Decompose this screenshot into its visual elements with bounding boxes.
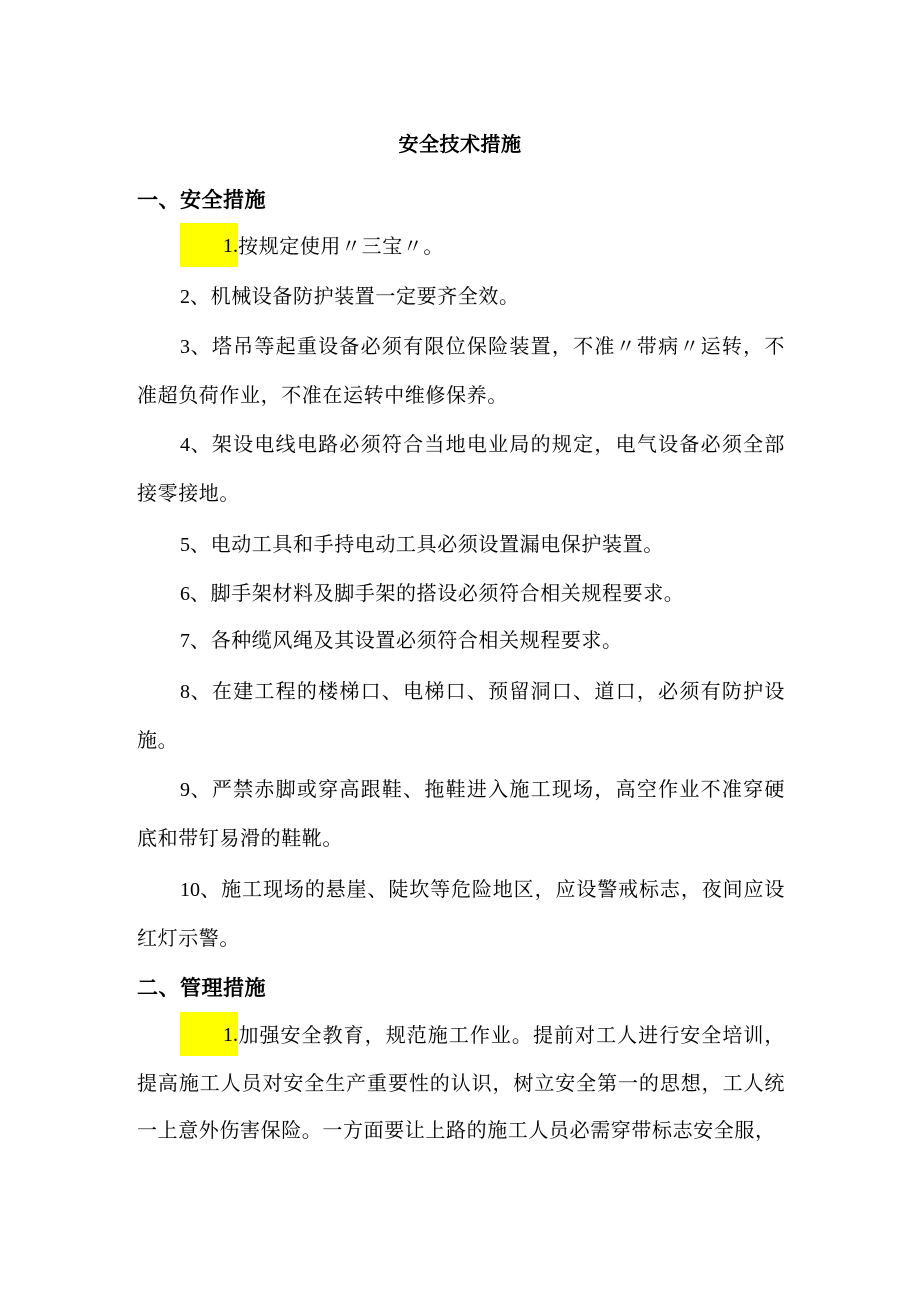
list-item (137, 570, 785, 619)
item-text: 、脚手架材料及脚手架的搭设必须符合相关规程要求。 (190, 581, 685, 605)
item-text: 、机械设备防护装置一定要齐全效。 (190, 284, 520, 308)
list-item (137, 866, 785, 962)
list-item (137, 273, 785, 322)
section-heading-management-measures: 二、管理措施 (137, 976, 266, 1000)
item-number: 1. (180, 1012, 238, 1056)
list-item (137, 617, 785, 666)
list-item (137, 323, 785, 419)
item-text: 、各种缆风绳及其设置必须符合相关规程要求。 (190, 628, 623, 652)
item-number: 10 (180, 879, 200, 901)
item-number: 6 (180, 583, 190, 605)
item-number: 3 (180, 336, 190, 358)
item-text: 、严禁赤脚或穿高跟鞋、拖鞋进入施工现场，高空作业不准穿硬底和带钉易滑的鞋靴。 (137, 777, 785, 850)
item-number: 4 (180, 434, 190, 456)
item-text: 、电动工具和手持电动工具必须设置漏电保护装置。 (190, 532, 664, 556)
list-item (137, 1012, 785, 1155)
item-number: 2 (180, 286, 190, 308)
page-title: 安全技术措施 (398, 132, 522, 156)
item-text: 、塔吊等起重设备必须有限位保险装置，不准〃带病〃运转，不准超负荷作业，不准在运转中维修保养。 (137, 334, 785, 407)
item-text: 加强安全教育，规范施工作业。提前对工人进行安全培训，提高施工人员对安全生产重要性的认识，树立安全第一的思想，工人统一上意外伤害保险。一方面要让上路的施工人员必需穿带标志安全服， (137, 1023, 785, 1142)
list-item (137, 668, 785, 764)
item-text: 、施工现场的悬崖、陡坎等危险地区，应设警戒标志，夜间应设红灯示警。 (137, 877, 785, 950)
list-item (137, 421, 785, 517)
item-number: 8 (180, 681, 190, 703)
item-number: 7 (180, 630, 190, 652)
item-number: 9 (180, 779, 190, 801)
item-text: 、在建工程的楼梯口、电梯口、预留洞口、道口，必须有防护设施。 (137, 679, 785, 752)
item-text: 、架设电线电路必须符合当地电业局的规定，电气设备必须全部接零接地。 (137, 432, 785, 505)
section-heading-safety-measures: 一、安全措施 (137, 188, 266, 212)
item-number: 5 (180, 534, 190, 556)
list-item (137, 766, 785, 862)
item-text: 按规定使用〃三宝〃。 (238, 234, 444, 258)
list-item (137, 521, 785, 570)
item-number: 1. (180, 223, 238, 267)
list-item (137, 223, 785, 271)
